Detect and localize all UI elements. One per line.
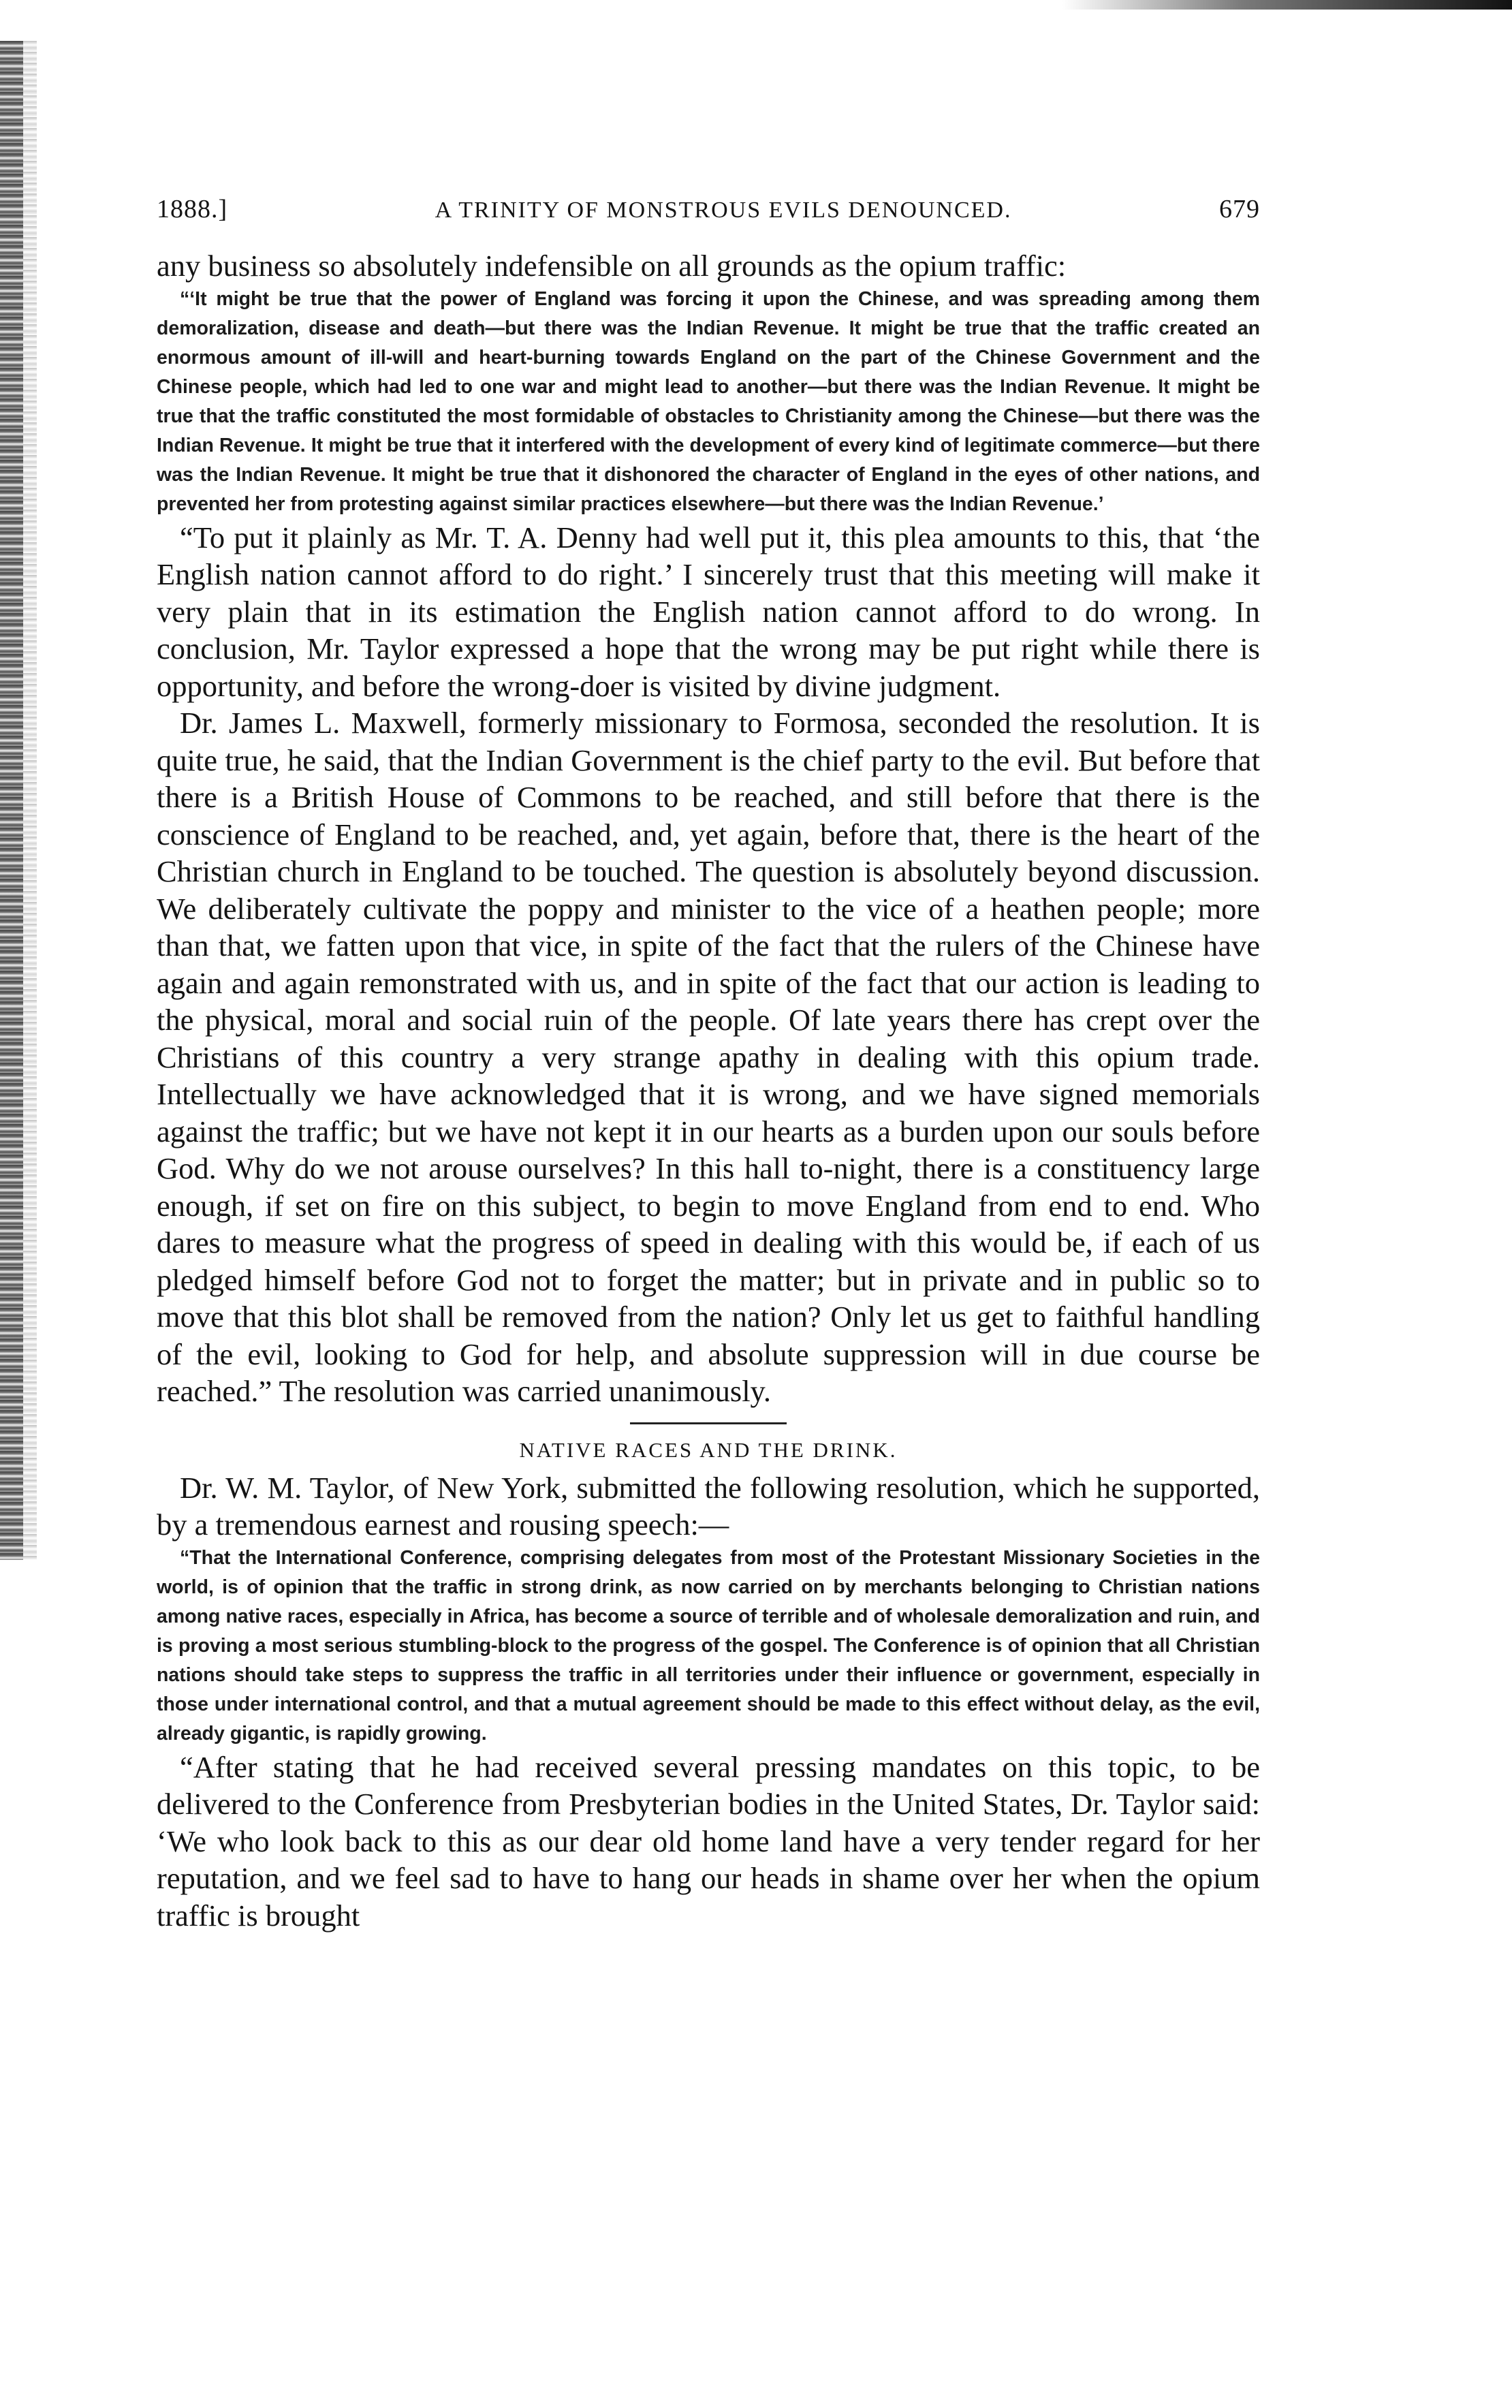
section-heading: NATIVE RACES AND THE DRINK.	[519, 1437, 898, 1462]
quote-indian-revenue: “‘It might be true that the power of England was forcing it upon the Chinese, and was spreading among them demoralization, disease and death—but there was the Indian Revenue. It might be true that the traffic created an enormous amount of ill-will and heart-burning towards England on the part of the Chinese Government and the Chinese people, which had led to one war and might lead to another—but there was the Indian Revenue. It might be true that the traffic constituted the most formidable of obstacles to Christianity among the Chinese—but there was the Indian Revenue. It might be true that it interfered with the development of every kind of legitimate commerce—but there was the Indian Revenue. It might be true that it dishonored the character of England in the eyes of other nations, and prevented her from protesting against similar practices elsewhere—but there was the Indian Revenue.’	[157, 287, 1260, 515]
header-title: A TRINITY OF MONSTROUS EVILS DENOUNCED.	[435, 198, 1012, 223]
binding-edge	[0, 41, 23, 1560]
section-divider	[630, 1422, 787, 1424]
paragraph-after-stating: “After stating that he had received several pressing mandates on this topic, to be delivered to the Conference from Presbyterian bodies in the United States, Dr. Taylor said: ‘We who look back to this as our dear old home land have a very tender regard for her reputation, and we feel sad to have to hang our heads in shame over her when the opium traffic is brought	[157, 1749, 1260, 1933]
header-year: 1888.]	[157, 195, 228, 223]
top-scan-rule	[1062, 0, 1512, 10]
paragraph-maxwell: Dr. James L. Maxwell, formerly missionary to Formosa, seconded the resolution. It is quite true, he said, that the Indian Government is the chief party to the evil. But before that there is a British House of Commons to be reached, and still before that there is the conscience of England to be reached, and, yet again, before that, there is the heart of the Christian church in England to be touched. The question is absolutely beyond discussion. We deliberately cultivate the poppy and minister to the vice of a heathen people; more than that, we fatten upon that vice, in spite of the fact that the rulers of the Chinese have again and again remonstrated with us, and in spite of the fact that our action is leading to the physical, moral and social ruin of the people. Of late years there has crept over the Christians of this country a very strange apathy in dealing with this opium trade. Intellectually we have acknowledged that it is wrong, and we have signed memorials against the traffic; but we have not kept it in our hearts as a burden upon our souls before God. Why do we not arouse ourselves? In this hall to-night, there is a constituency large enough, if set on fire on this subject, to begin to move England from end to end. Who dares to measure what the progress of speed in dealing with this would be, if each of us pledged himself before God not to forget the matter; but in private and in public so to move that this blot shall be removed from the nation? Only let us get to faithful handling of the evil, looking to God for help, and absolute suppression will in due course be reached.” The resolution was carried unanimously.	[157, 706, 1260, 1408]
paragraph-denny: “To put it plainly as Mr. T. A. Denny had well put it, this plea amounts to this, that ‘the English nation cannot afford to do right.’ I sincerely trust that this meeting will make it very plain that in its estimation the English nation cannot afford to do wrong. In conclusion, Mr. Taylor expressed a hope that the wrong may be put right while there is opportunity, and before the wrong-doer is visited by divine judgment.	[157, 520, 1260, 703]
quote-resolution: “That the International Conference, comprising delegates from most of the Protestant Missionary Societies in the world, is of opinion that the traffic in strong drink, as now carried on by merchants belonging to Christian nations among native races, especially in Africa, has become a source of terrible and of wholesale demoralization and ruin, and is proving a most serious stumbling-block to the progress of the gospel. The Conference is of opinion that all Christian nations should take steps to suppress the traffic in all territories under their influence or government, especially in those under international control, and that a mutual agreement should be made to this effect without delay, as the evil, already gigantic, is rapidly growing.	[157, 1546, 1260, 1745]
opening-line: any business so absolutely indefensible on all grounds as the opium traffic:	[157, 249, 1067, 283]
book-page	[157, 194, 1260, 1934]
page-number: 679	[1219, 195, 1260, 223]
running-head	[157, 194, 1260, 224]
binding-shadow	[23, 41, 37, 1560]
paragraph-taylor: Dr. W. M. Taylor, of New York, submitted the following resolution, which he supported, by a tremendous earnest and rousing speech:—	[157, 1470, 1260, 1542]
